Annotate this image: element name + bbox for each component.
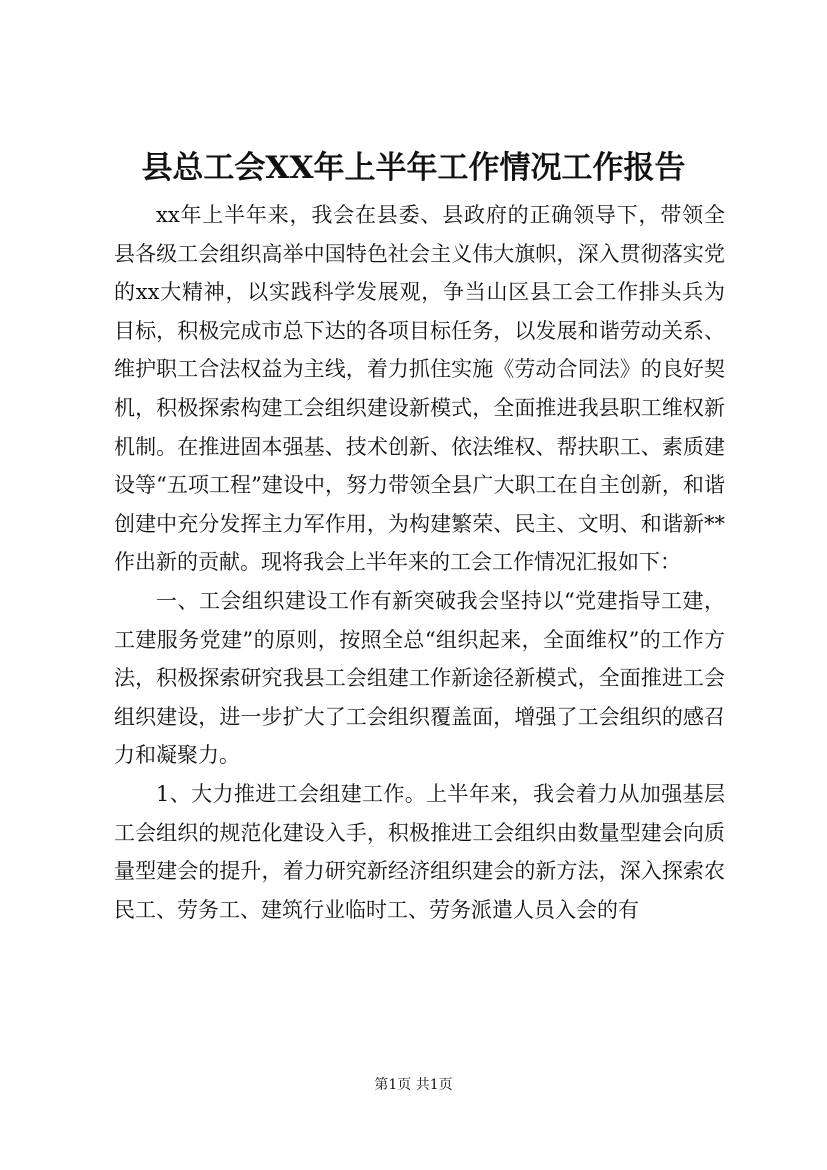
page-number-footer: 第1页 共1页 bbox=[374, 1077, 453, 1093]
paragraph-intro: xx年上半年来，我会在县委、县政府的正确领导下，带领全县各级工会组织高举中国特色社会主义伟大旗帜，深入贯彻落实党的xx大精神，以实践科学发展观，争当山区县工会工作排头兵为目标，积极完成市总下达的各项目标任务，以发展和谐劳动关系、维护职工合法权益为主线，着力抓住实施《劳动合同法》的良好契机，积极探索构建工会组织建设新模式，全面推进我县职工维权新机制。在推进固本强基、技术创新、依法维权、帮扶职工、素质建设等“五项工程”建设中，努力带领全县广大职工在自主创新，和谐创建中充分发挥主力军作用，为构建繁荣、民主、文明、和谐新**作出新的贡献。现将我会上半年来的工会工作情况汇报如下： bbox=[114, 203, 725, 575]
document-title: 县总工会XX年上半年工作情况工作报告 bbox=[141, 150, 686, 186]
document-body bbox=[114, 196, 725, 929]
paragraph-item-one: 1、大力推进工会组建工作。上半年来，我会着力从加强基层工会组织的规范化建设入手，积极推进工会组织由数量型建会向质量型建会的提升，着力研究新经济组织建会的新方法，深入探索农民工、劳务工、建筑行业临时工、劳务派遣人员入会的有 bbox=[114, 781, 725, 922]
paragraph-section-one: 一、工会组织建设工作有新突破我会坚持以“党建指导工建，工建服务党建”的原则，按照全总“组织起来，全面维权”的工作方法，积极探索研究我县工会组建工作新途径新模式，全面推进工会组织建设，进一步扩大了工会组织覆盖面，增强了工会组织的感召力和凝聚力。 bbox=[114, 588, 725, 768]
